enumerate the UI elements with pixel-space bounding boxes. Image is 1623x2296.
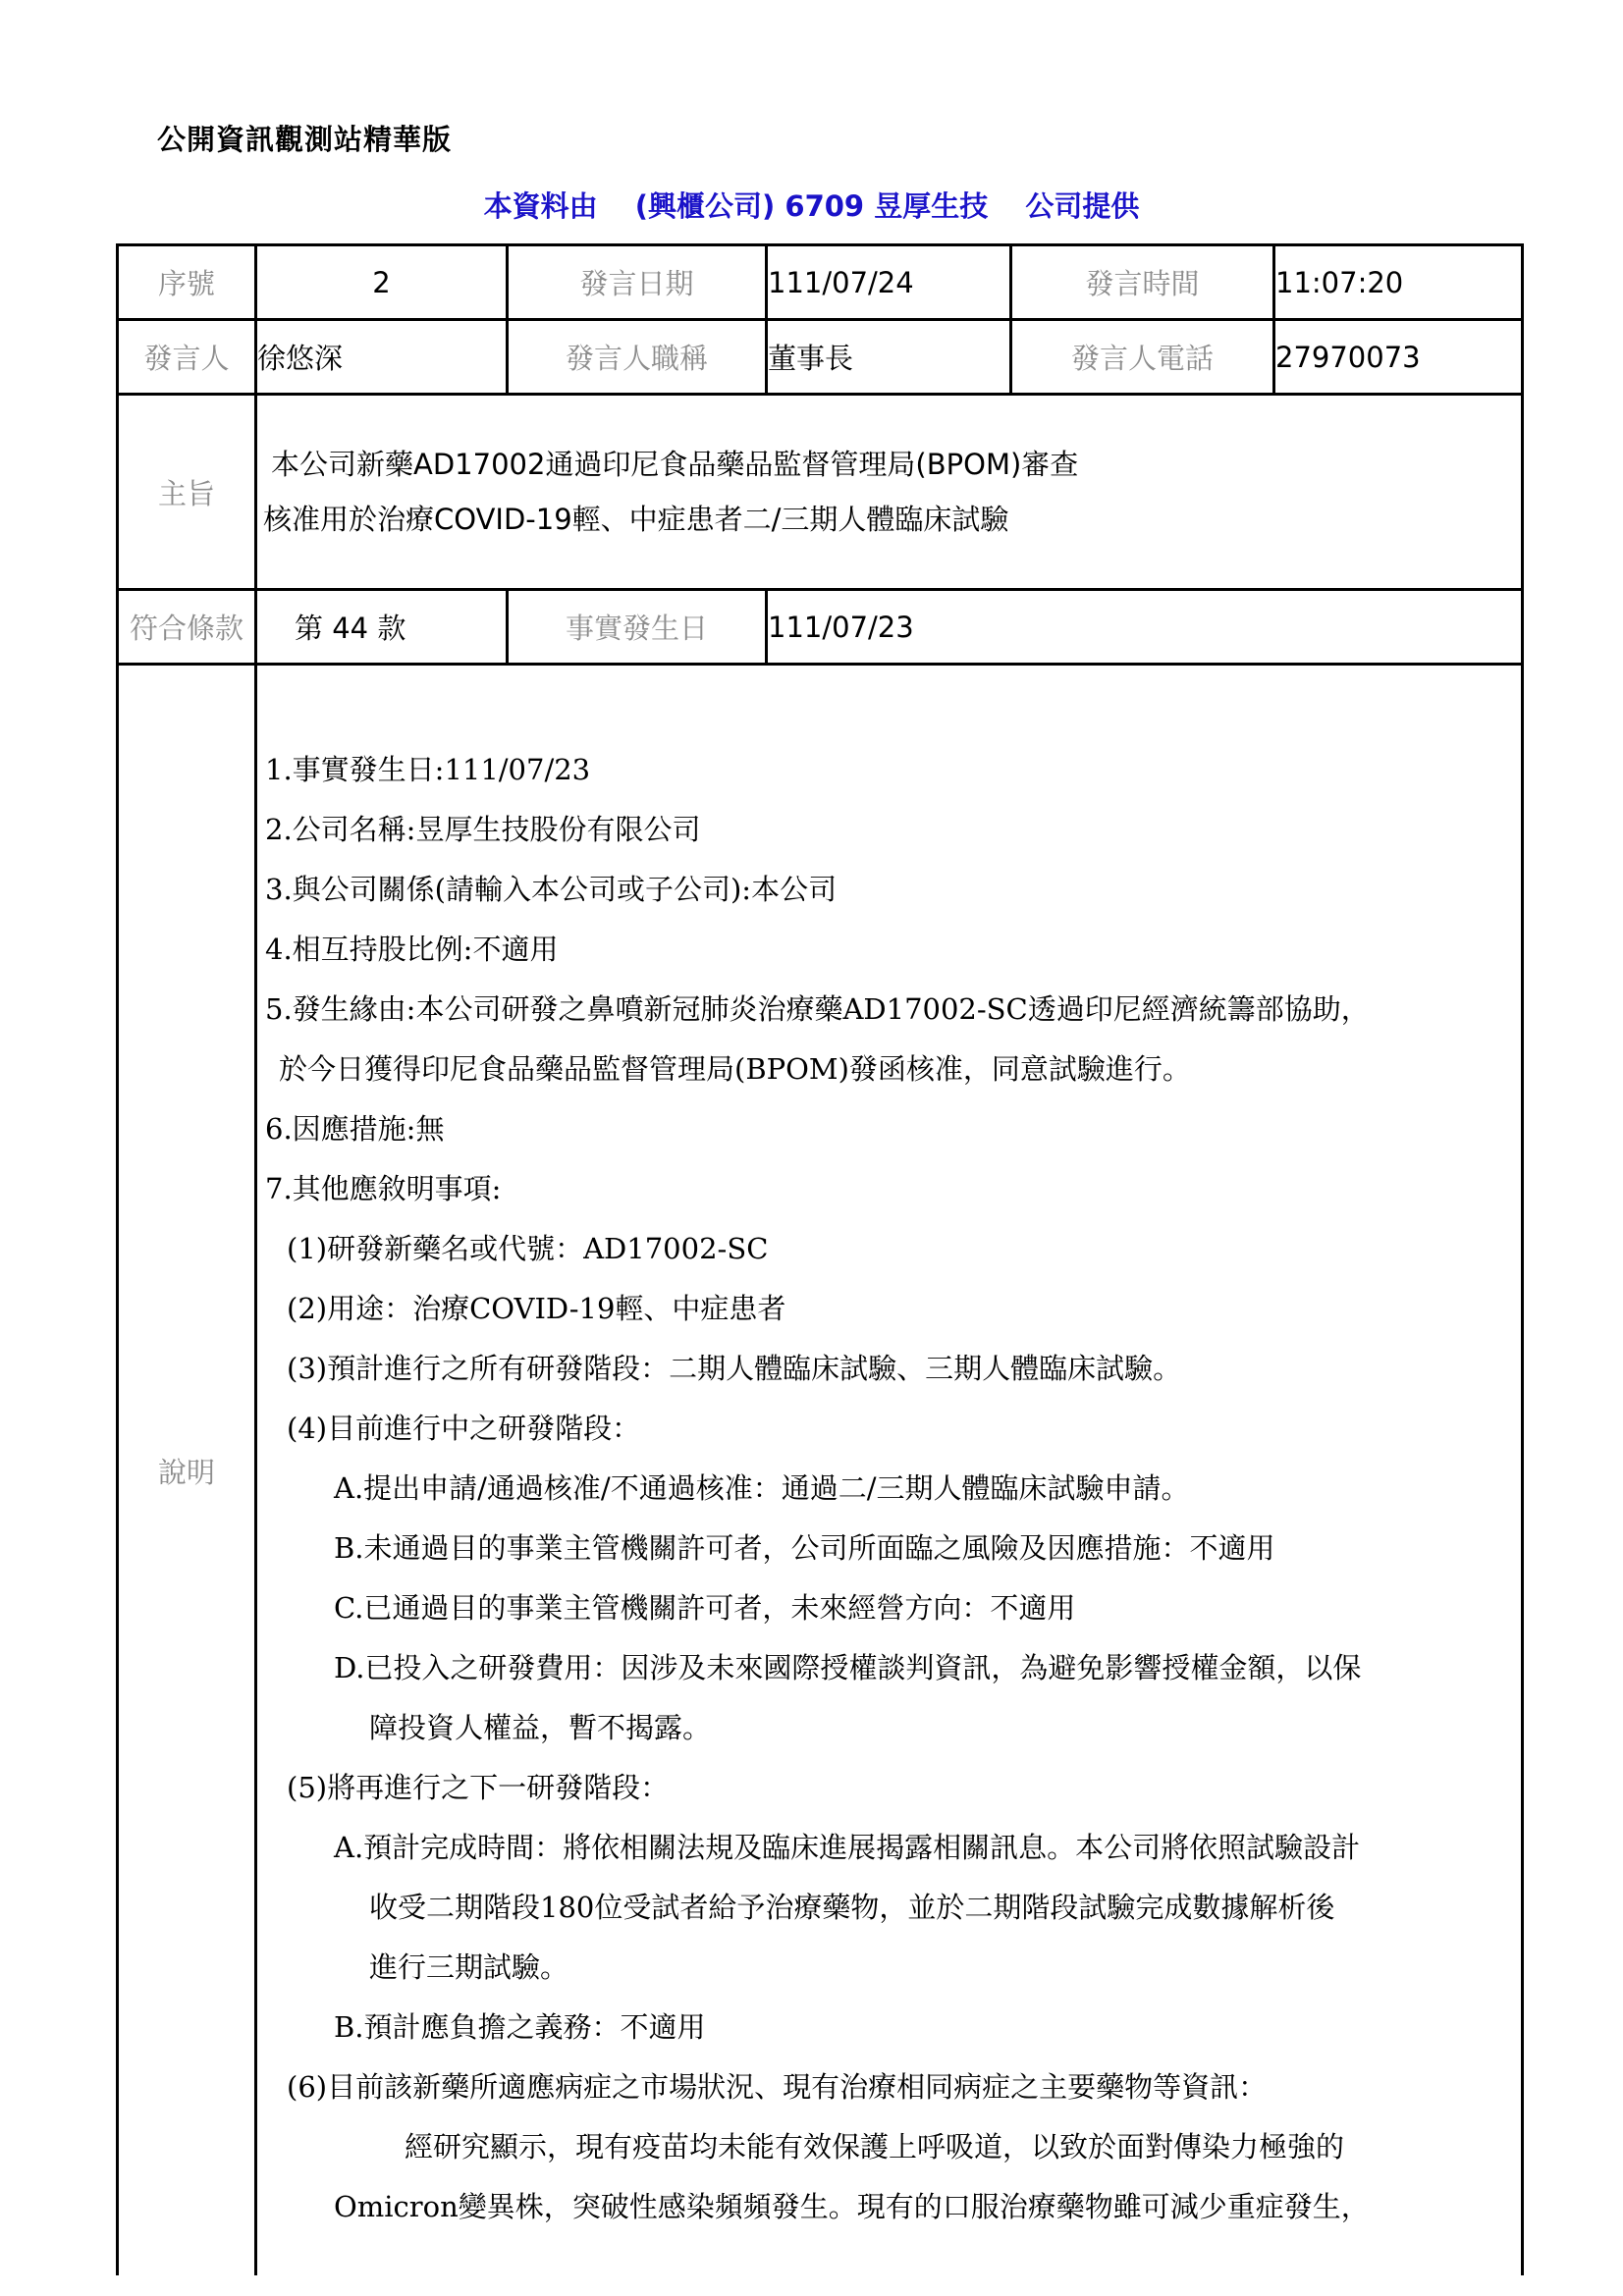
subject-label: 主旨 (118, 395, 256, 590)
desc-line: 4.相互持股比例:不適用 (265, 932, 559, 966)
announcement-table (116, 243, 1524, 2275)
desc-line: (2)用途：治療COVID-19輕、中症患者 (287, 1291, 786, 1325)
desc-line: (6)目前該新藥所適應病症之市場狀況、現有治療相同病症之主要藥物等資訊： (287, 2069, 1268, 2104)
desc-line: 於今日獲得印尼食品藥品監督管理局(BPOM)發函核准，同意試驗進行。 (279, 1051, 1191, 1086)
date-label: 發言日期 (508, 245, 767, 320)
desc-line: 2.公司名稱:昱厚生技股份有限公司 (265, 812, 701, 846)
desc-line: A.提出申請/通過核准/不通過核准：通過二/三期人體臨床試驗申請。 (334, 1470, 1190, 1505)
provider-suffix: 公司提供 (1025, 189, 1140, 223)
subject-line-1: 本公司新藥AD17002通過印尼食品藥品監督管理局(BPOM)審查 (271, 448, 1079, 481)
desc-line: 3.與公司關係(請輸入本公司或子公司):本公司 (265, 872, 838, 906)
subject-value (256, 395, 1523, 590)
event-date-value: 111/07/23 (767, 590, 1523, 665)
clause-label: 符合條款 (118, 590, 256, 665)
speaker-title-label: 發言人職稱 (508, 320, 767, 395)
provider-company: (興櫃公司) 6709 昱厚生技 (634, 189, 989, 223)
desc-line: 7.其他應敘明事項: (265, 1171, 502, 1205)
desc-line: (1)研發新藥名或代號：AD17002-SC (287, 1231, 769, 1265)
provider-prefix: 本資料由 (483, 189, 598, 223)
desc-line: (3)預計進行之所有研發階段：二期人體臨床試驗、三期人體臨床試驗。 (287, 1351, 1182, 1385)
desc-line: A.預計完成時間：將依相關法規及臨床進展揭露相關訊息。本公司將依照試驗設計 (334, 1830, 1361, 1864)
provider-line (0, 185, 1623, 225)
desc-line: 6.因應措施:無 (265, 1111, 445, 1146)
phone-label: 發言人電話 (1011, 320, 1274, 395)
seq-value: 2 (256, 245, 508, 320)
date-value: 111/07/24 (767, 245, 1011, 320)
clause-value: 第 44 款 (256, 590, 508, 665)
event-date-label: 事實發生日 (508, 590, 767, 665)
speaker-title-value: 董事長 (767, 320, 1011, 395)
phone-value: 27970073 (1274, 320, 1523, 395)
description-label: 說明 (118, 665, 256, 2276)
site-title: 公開資訊觀測站精華版 (157, 123, 453, 156)
desc-line: 5.發生緣由:本公司研發之鼻噴新冠肺炎治療藥AD17002-SC透過印尼經濟統籌部協助， (265, 991, 1370, 1026)
desc-line: Omicron變異株，突破性感染頻頻發生。現有的口服治療藥物雖可減少重症發生， (334, 2189, 1370, 2223)
time-value: 11:07:20 (1274, 245, 1523, 320)
time-label: 發言時間 (1011, 245, 1274, 320)
table-row (118, 320, 1523, 395)
desc-line: B.預計應負擔之義務：不適用 (334, 2009, 706, 2044)
desc-line: 進行三期試驗。 (369, 1949, 569, 1984)
desc-line: (4)目前進行中之研發階段： (287, 1411, 641, 1445)
desc-line: 經研究顯示，現有疫苗均未能有效保護上呼吸道，以致於面對傳染力極強的 (405, 2129, 1345, 2163)
desc-line: D.已投入之研發費用：因涉及未來國際授權談判資訊，為避免影響授權金額，以保 (334, 1650, 1362, 1684)
desc-line: 1.事實發生日:111/07/23 (265, 752, 591, 786)
desc-line: 障投資人權益，暫不揭露。 (369, 1710, 712, 1744)
subject-line-2: 核准用於治療COVID-19輕、中症患者二/三期人體臨床試驗 (263, 503, 1009, 536)
speaker-value: 徐悠深 (256, 320, 508, 395)
description-row (118, 665, 1523, 2276)
subject-row (118, 395, 1523, 590)
description-body (256, 665, 1523, 2276)
desc-line: 收受二期階段180位受試者給予治療藥物，並於二期階段試驗完成數據解析後 (369, 1890, 1335, 1924)
desc-line: (5)將再進行之下一研發階段： (287, 1770, 670, 1804)
table-row (118, 245, 1523, 320)
clause-row (118, 590, 1523, 665)
speaker-label: 發言人 (118, 320, 256, 395)
desc-line: C.已通過目的事業主管機關許可者，未來經營方向：不適用 (334, 1590, 1076, 1625)
seq-label: 序號 (118, 245, 256, 320)
desc-line: B.未通過目的事業主管機關許可者，公司所面臨之風險及因應措施：不適用 (334, 1530, 1275, 1565)
